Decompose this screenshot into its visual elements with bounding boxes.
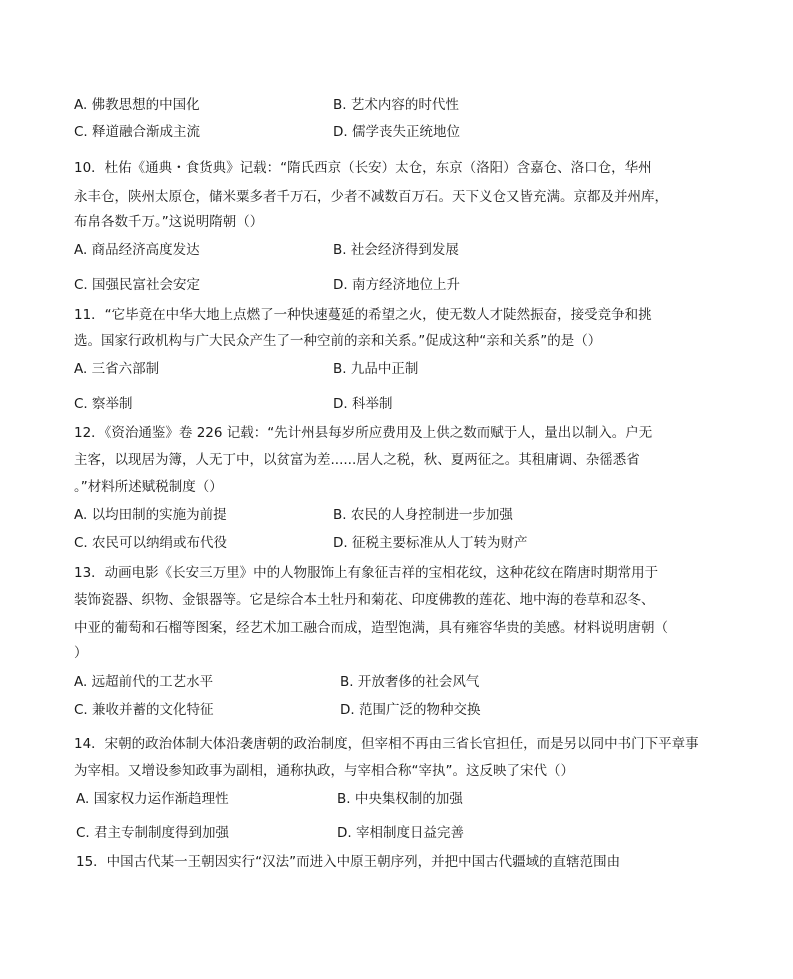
- q13-stem-line-3: 中亚的葡萄和石榴等图案，经艺术加工融合而成，造型饱满，具有雍容华贵的美感。材料说明唐朝（: [74, 620, 668, 636]
- q15-stem-line-1: 15．中国古代某一王朝因实行“汉法”而进入中原王朝序列，并把中国古代疆域的直辖范围由: [76, 854, 621, 870]
- q13-option-a[interactable]: A. 远超前代的工艺水平: [74, 674, 214, 690]
- q9-option-d[interactable]: D. 儒学丧失正统地位: [333, 124, 460, 140]
- q11-stem-line-1: 11．“它毕竟在中华大地上点燃了一种快速蔓延的希望之火，使无数人才陡然振奋，接受竞争和挑: [74, 307, 652, 323]
- q10-option-a[interactable]: A. 商品经济高度发达: [74, 242, 200, 258]
- q12-stem-line-3: 。”材料所述赋税制度（）: [74, 479, 223, 495]
- q12-option-b[interactable]: B. 农民的人身控制进一步加强: [333, 507, 513, 523]
- q10-option-b[interactable]: B. 社会经济得到发展: [333, 242, 459, 258]
- q10-stem-line-1: 10．杜佑《通典・食货典》记载：“隋氏西京（长安）太仓，东京（洛阳）含嘉仓、洛口仓，华州: [74, 160, 652, 176]
- q12-stem-line-1: 12．《资治通鉴》卷 226 记载：“先计州县每岁所应费用及上供之数而赋于人，量出以制入。户无: [74, 425, 653, 441]
- q11-option-d[interactable]: D. 科举制: [333, 396, 393, 412]
- q13-option-c[interactable]: C. 兼收并蓄的文化特征: [74, 702, 214, 718]
- q12-option-a[interactable]: A. 以均田制的实施为前提: [74, 507, 227, 523]
- q14-stem-line-1: 14．宋朝的政治体制大体沿袭唐朝的政治制度，但宰相不再由三省长官担任，而是另以同中书门下平章事: [74, 736, 699, 752]
- q11-option-a[interactable]: A. 三省六部制: [74, 361, 160, 377]
- q10-stem-line-3: 布帛各数千万。”这说明隋朝（）: [74, 214, 264, 230]
- q13-stem-line-2: 装饰瓷器、织物、金银器等。它是综合本土牡丹和菊花、印度佛教的莲花、地中海的卷草和忍冬、: [74, 592, 655, 608]
- q14-option-c[interactable]: C. 君主专制制度得到加强: [76, 825, 230, 841]
- q9-option-a[interactable]: A. 佛教思想的中国化: [74, 97, 200, 113]
- q14-stem-line-2: 为宰相。又增设参知政事为副相，通称执政，与宰相合称“宰执”。这反映了宋代（）: [74, 763, 574, 779]
- q12-option-d[interactable]: D. 征税主要标准从人丁转为财产: [333, 535, 528, 551]
- q13-stem-line-1: 13．动画电影《长安三万里》中的人物服饰上有象征吉祥的宝相花纹，这种花纹在隋唐时期常用于: [74, 565, 659, 581]
- q10-option-c[interactable]: C. 国强民富社会安定: [74, 277, 201, 293]
- q12-stem-line-2: 主客，以现居为簿，人无丁中，以贫富为差......居人之税，秋、夏两征之。其租庸调、杂徭悉省: [74, 452, 640, 468]
- q14-option-d[interactable]: D. 宰相制度日益完善: [337, 825, 464, 841]
- q12-option-c[interactable]: C. 农民可以纳绢或布代役: [74, 535, 228, 551]
- q10-option-d[interactable]: D. 南方经济地位上升: [333, 277, 460, 293]
- q11-option-b[interactable]: B. 九品中正制: [333, 361, 419, 377]
- q11-option-c[interactable]: C. 察举制: [74, 396, 133, 412]
- q13-option-d[interactable]: D. 范围广泛的物种交换: [340, 702, 481, 718]
- q13-option-b[interactable]: B. 开放奢侈的社会风气: [340, 674, 480, 690]
- q9-option-c[interactable]: C. 释道融合渐成主流: [74, 124, 201, 140]
- q14-option-b[interactable]: B. 中央集权制的加强: [337, 791, 463, 807]
- q11-stem-line-2: 选。国家行政机构与广大民众产生了一种空前的亲和关系。”促成这种“亲和关系”的是（）: [74, 333, 602, 349]
- q14-option-a[interactable]: A. 国家权力运作渐趋理性: [76, 791, 229, 807]
- q10-stem-line-2: 永丰仓，陕州太原仓，储米粟多者千万石，少者不减数百万石。天下义仓又皆充满。京都及并州库，: [74, 189, 668, 205]
- q9-option-b[interactable]: B. 艺术内容的时代性: [333, 97, 459, 113]
- q13-stem-line-4: ）: [74, 645, 88, 661]
